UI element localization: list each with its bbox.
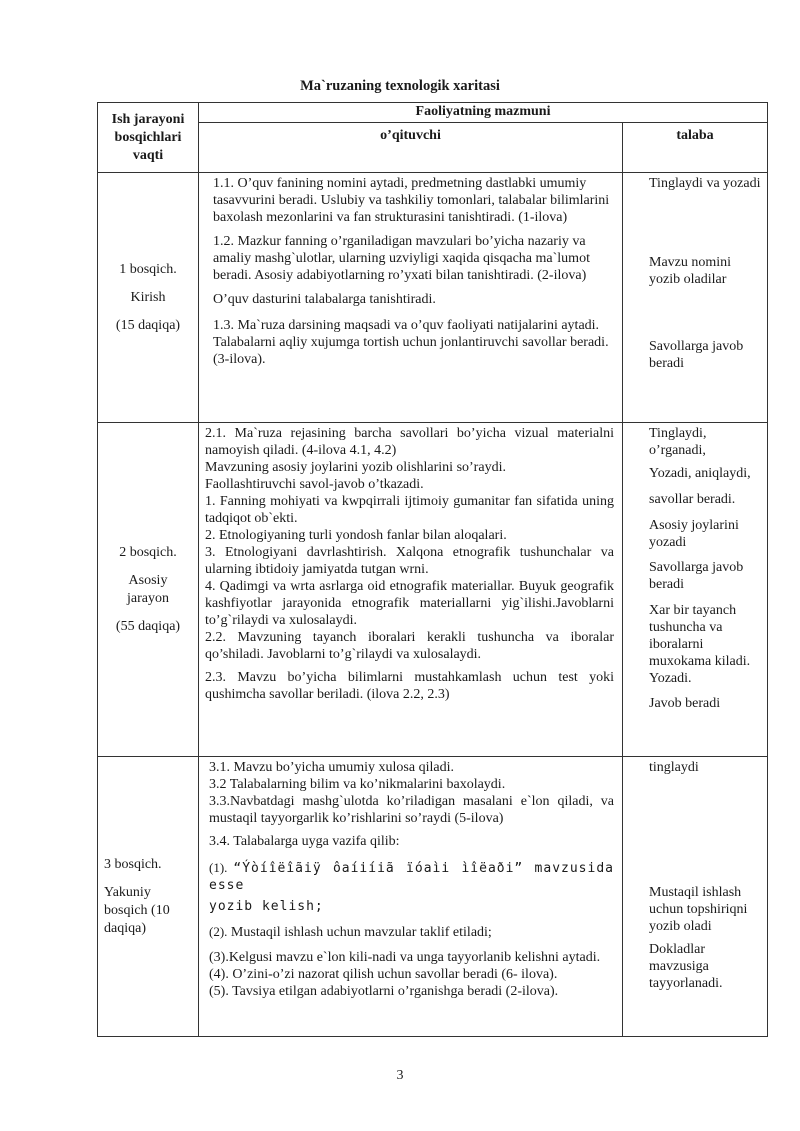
stage2-time: (55 daqiqa) <box>115 618 181 634</box>
stage3-teacher-item: 3.2 Talabalarning bilim va ko’nikmalarini baxolaydi. <box>209 777 506 792</box>
stage1-teacher-item: O’quv dasturini talabalarga tanishtiradi. <box>213 292 436 307</box>
header-content: Faoliyatning mazmuni <box>199 103 768 123</box>
stage1-label <box>98 173 199 423</box>
stage1-student-item: Tinglaydi va yozadi <box>649 176 761 191</box>
stage3-teacher-item: 3.4. Talabalarga uyga vazifa qilib: <box>209 834 400 849</box>
header-teacher: o’qituvchi <box>199 123 623 173</box>
stage2-teacher-item: 2. Etnologiyaning turli yondosh fanlar bilan aloqalari. <box>205 528 507 543</box>
stage3-homework-cont: yozib kelish; <box>209 899 324 914</box>
stage2-teacher-item: 1. Fanning mohiyati va kwpqirrali ijtimoiy gumanitar fan sifatida uning tadqiqot ob`ekti. <box>205 494 614 526</box>
stage2-teacher-item: 4. Qadimgi va wrta asrlarga oid etnografik materiallar. Buyuk geografik kashfiyotlar jarayonida etnografik materiallarni yig`ilishi.Javoblarni to’g`rilaydi va xulosalaydi. <box>205 579 614 628</box>
document-title: Ma`ruzaning texnologik xaritasi <box>300 78 500 94</box>
stage2-student-item: Xar bir tayanch tushuncha va iboralarni muxokama kiladi. Yozadi. <box>649 603 751 686</box>
stage2-teacher-item: Faollashtiruvchi savol-javob o’tkazadi. <box>205 477 424 492</box>
stage2-teacher-item: 2.1. Ma`ruza rejasining barcha savollari bo’yicha vizual materialni namoyish qiladi. (4-ilova 4.1, 4.2) <box>205 426 614 458</box>
technology-map-table <box>97 102 768 1037</box>
stage2-teacher-item: 2.3. Mavzu bo’yicha bilimlarni mustahkamlash uchun test yoki qushimcha savollar beriladi. (ilova 2.2, 2.3) <box>205 670 614 702</box>
stage2-teacher-item: 3. Etnologiyani davrlashtirish. Xalqona etnografik tushunchalar va ularning ibtidoiy jamiyatda tutgan wrni. <box>205 545 614 577</box>
stage1-teacher-item: 1.1. O’quv fanining nomini aytadi, predmetning dastlabki umumiy tasavvurini beradi. Uslubiy va tashkiliy tomonlari, talabalar bilimlarini baxolash mezonlarini va fan strukturasini tanishtiradi. (1-ilova) <box>213 176 610 225</box>
stage3-row <box>98 757 768 1037</box>
stage2-teacher-item: Mavzuning asosiy joylarini yozib olishlarini so’raydi. <box>205 460 506 475</box>
stage1-row <box>98 173 768 423</box>
stage1-teacher-item: 1.2. Mazkur fanning o’rganiladigan mavzulari bo’yicha nazariy va amaliy mashg`ulotlar, ularning uzviyligi xaqida qisqacha ma`lumot beradi. Asosiy adabiyotlarning ro’yxati bilan tanishtiradi. (2-ilova) <box>213 234 590 283</box>
header-row <box>98 103 768 123</box>
stage1-name: 1 bosqich. <box>119 261 177 277</box>
stage2-name: 2 bosqich. <box>119 544 177 560</box>
header-subrow <box>98 123 768 173</box>
stage3-student-item: Dokladlar mavzusiga tayyorlanadi. <box>649 942 723 991</box>
stage3-teacher-item: 3.3.Navbatdagi mashg`ulotda ko’riladigan masalani e`lon qiladi, va mustaqil tayyorgarlik ko’rishlarini so’raydi (5-ilova) <box>209 794 614 826</box>
stage3-item-num: (2). <box>209 924 228 939</box>
stage3-homework-topic: “Ýòíîëîãiÿ ôaíiíiã ïóaìi ìîëaði” mavzusida esse <box>209 861 614 893</box>
stage3-homework-num: (1). <box>209 860 228 875</box>
header-stage: Ish jarayoni bosqichlari vaqti <box>98 103 199 173</box>
stage1-teacher-item: 1.3. Ma`ruza darsining maqsadi va o’quv faoliyati natijalarini aytadi. Talabalarni aqliy xujumga tortish uchun jonlantiruvchi savollar beradi. (3-ilova). <box>213 318 609 367</box>
stage2-student-item: Yozadi, aniqlaydi, <box>649 466 751 481</box>
stage3-teacher-item: 3.1. Mavzu bo’yicha umumiy xulosa qiladi. <box>209 760 454 775</box>
stage2-teacher <box>199 423 623 757</box>
stage2-row <box>98 423 768 757</box>
stage3-item-text: Mustaqil ishlash uchun mavzular taklif etiladi; <box>227 925 492 940</box>
stage3-teacher-item: (4). O’zini-o’zi nazorat qilish uchun savollar beradi (6- ilova). <box>209 967 558 982</box>
header-student: talaba <box>623 123 768 173</box>
stage3-teacher <box>199 757 623 1037</box>
stage1-teacher <box>199 173 623 423</box>
stage1-student-item: Savollarga javob beradi <box>649 339 744 371</box>
stage3-teacher-item: (3).Kelgusi mavzu e`lon kili-nadi va unga tayyorlanib kelishni aytadi. <box>209 950 601 965</box>
stage2-student-item: Tinglaydi, o’rganadi, <box>649 426 707 458</box>
stage3-student-item: tinglaydi <box>649 760 699 775</box>
stage1-time: (15 daqiqa) <box>115 317 181 333</box>
stage2-student-item: savollar beradi. <box>649 492 736 507</box>
stage1-student <box>623 173 768 423</box>
stage3-student-item: Mustaqil ishlash uchun topshiriqni yozib oladi <box>649 885 748 934</box>
stage1-title: Kirish <box>130 289 166 305</box>
stage2-student-item: Savollarga javob beradi <box>649 560 744 592</box>
stage2-student-item: Asosiy joylarini yozadi <box>649 518 739 550</box>
stage2-label <box>98 423 199 757</box>
stage3-homework <box>209 859 614 894</box>
stage3-teacher-item <box>209 923 614 941</box>
stage2-student-item: Javob beradi <box>649 696 721 711</box>
stage1-student-item: Mavzu nomini yozib oladilar <box>649 255 732 287</box>
stage2-student <box>623 423 768 757</box>
stage3-label <box>98 757 199 1037</box>
stage3-teacher-item: (5). Tavsiya etilgan adabiyotlarni o’rganishga beradi (2-ilova). <box>209 984 559 999</box>
stage2-title: Asosiy jarayon <box>127 572 169 606</box>
stage2-teacher-item: 2.2. Mavzuning tayanch iboralari kerakli tushuncha va iboralar qo’shiladi. Javoblarni to’g`rilaydi va xulosalaydi. <box>205 630 614 662</box>
stage3-name: 3 bosqich. <box>104 856 162 872</box>
stage3-student <box>623 757 768 1037</box>
page-number: 3 <box>396 1068 404 1083</box>
stage3-title: Yakuniy bosqich (10 daqiqa) <box>104 884 170 936</box>
